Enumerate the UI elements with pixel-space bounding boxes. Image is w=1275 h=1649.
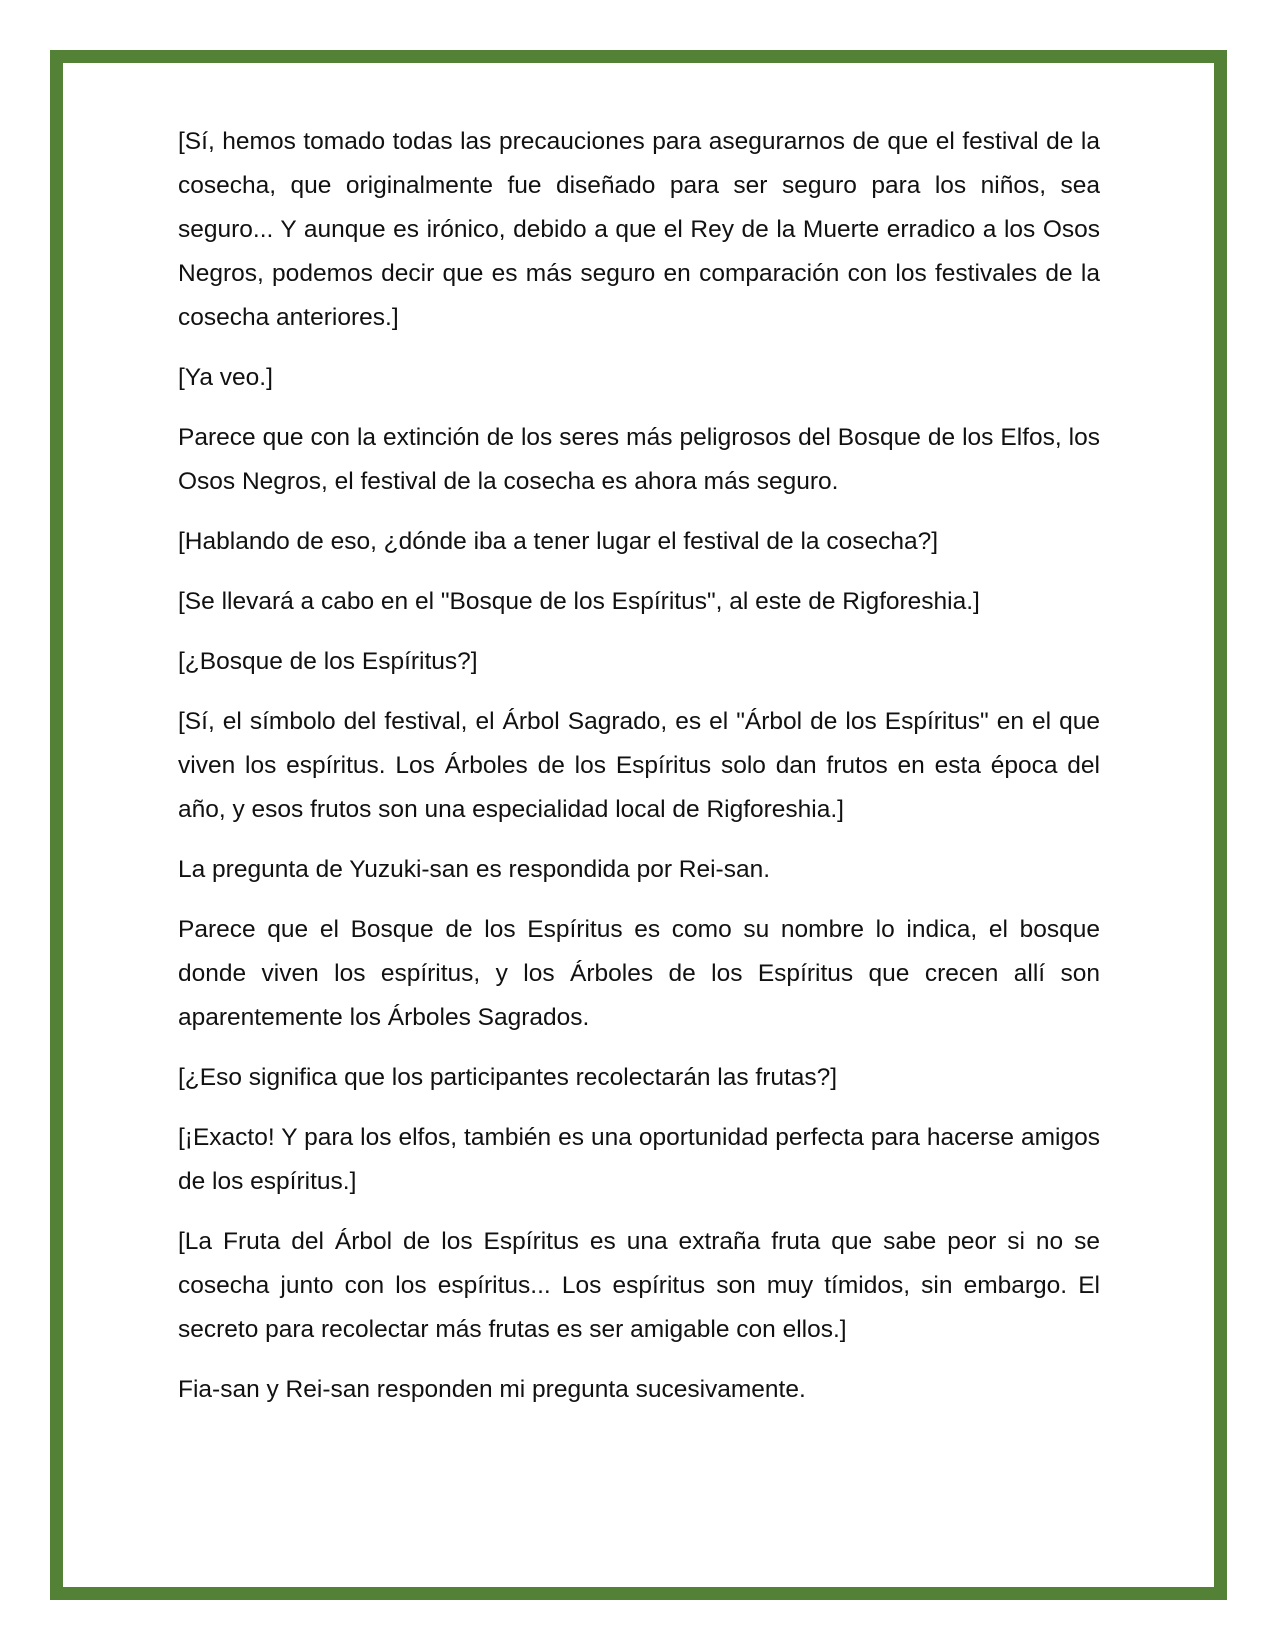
paragraph: Parece que el Bosque de los Espíritus es como su nombre lo indica, el bosque donde viven los espíritus, y los Árboles de los Espíritus que crecen allí son aparentemente los Árboles Sagrados. xyxy=(178,916,1100,1031)
paragraph: Fia-san y Rei-san responden mi pregunta sucesivamente. xyxy=(178,1376,806,1403)
paragraph: [Se llevará a cabo en el "Bosque de los Espíritus", al este de Rigforeshia.] xyxy=(178,588,980,615)
paragraph: [La Fruta del Árbol de los Espíritus es una extraña fruta que sabe peor si no se cosecha junto con los espíritus... Los espíritus son muy tímidos, sin embargo. El secreto para recolectar más frutas es ser amigable con ellos.] xyxy=(178,1228,1100,1343)
paragraph: [Sí, el símbolo del festival, el Árbol Sagrado, es el "Árbol de los Espíritus" en el que viven los espíritus. Los Árboles de los Espíritus solo dan frutos en esta época del año, y esos frutos son una especialidad local de Rigforeshia.] xyxy=(178,708,1100,823)
document-body xyxy=(178,120,1100,1428)
paragraph: Parece que con la extinción de los seres más peligrosos del Bosque de los Elfos, los Osos Negros, el festival de la cosecha es ahora más seguro. xyxy=(178,424,1100,495)
paragraph: [Ya veo.] xyxy=(178,364,273,391)
paragraph: [Hablando de eso, ¿dónde iba a tener lugar el festival de la cosecha?] xyxy=(178,528,939,555)
paragraph: [Sí, hemos tomado todas las precauciones para asegurarnos de que el festival de la cosecha, que originalmente fue diseñado para ser seguro para los niños, sea seguro... Y aunque es irónico, debido a que el Rey de la Muerte erradico a los Osos Negros, podemos decir que es más seguro en comparación con los festivales de la cosecha anteriores.] xyxy=(178,128,1100,331)
paragraph: [¿Eso significa que los participantes recolectarán las frutas?] xyxy=(178,1064,838,1091)
paragraph: [¿Bosque de los Espíritus?] xyxy=(178,648,478,675)
paragraph: [¡Exacto! Y para los elfos, también es una oportunidad perfecta para hacerse amigos de los espíritus.] xyxy=(178,1124,1100,1195)
paragraph: La pregunta de Yuzuki-san es respondida por Rei-san. xyxy=(178,856,771,883)
